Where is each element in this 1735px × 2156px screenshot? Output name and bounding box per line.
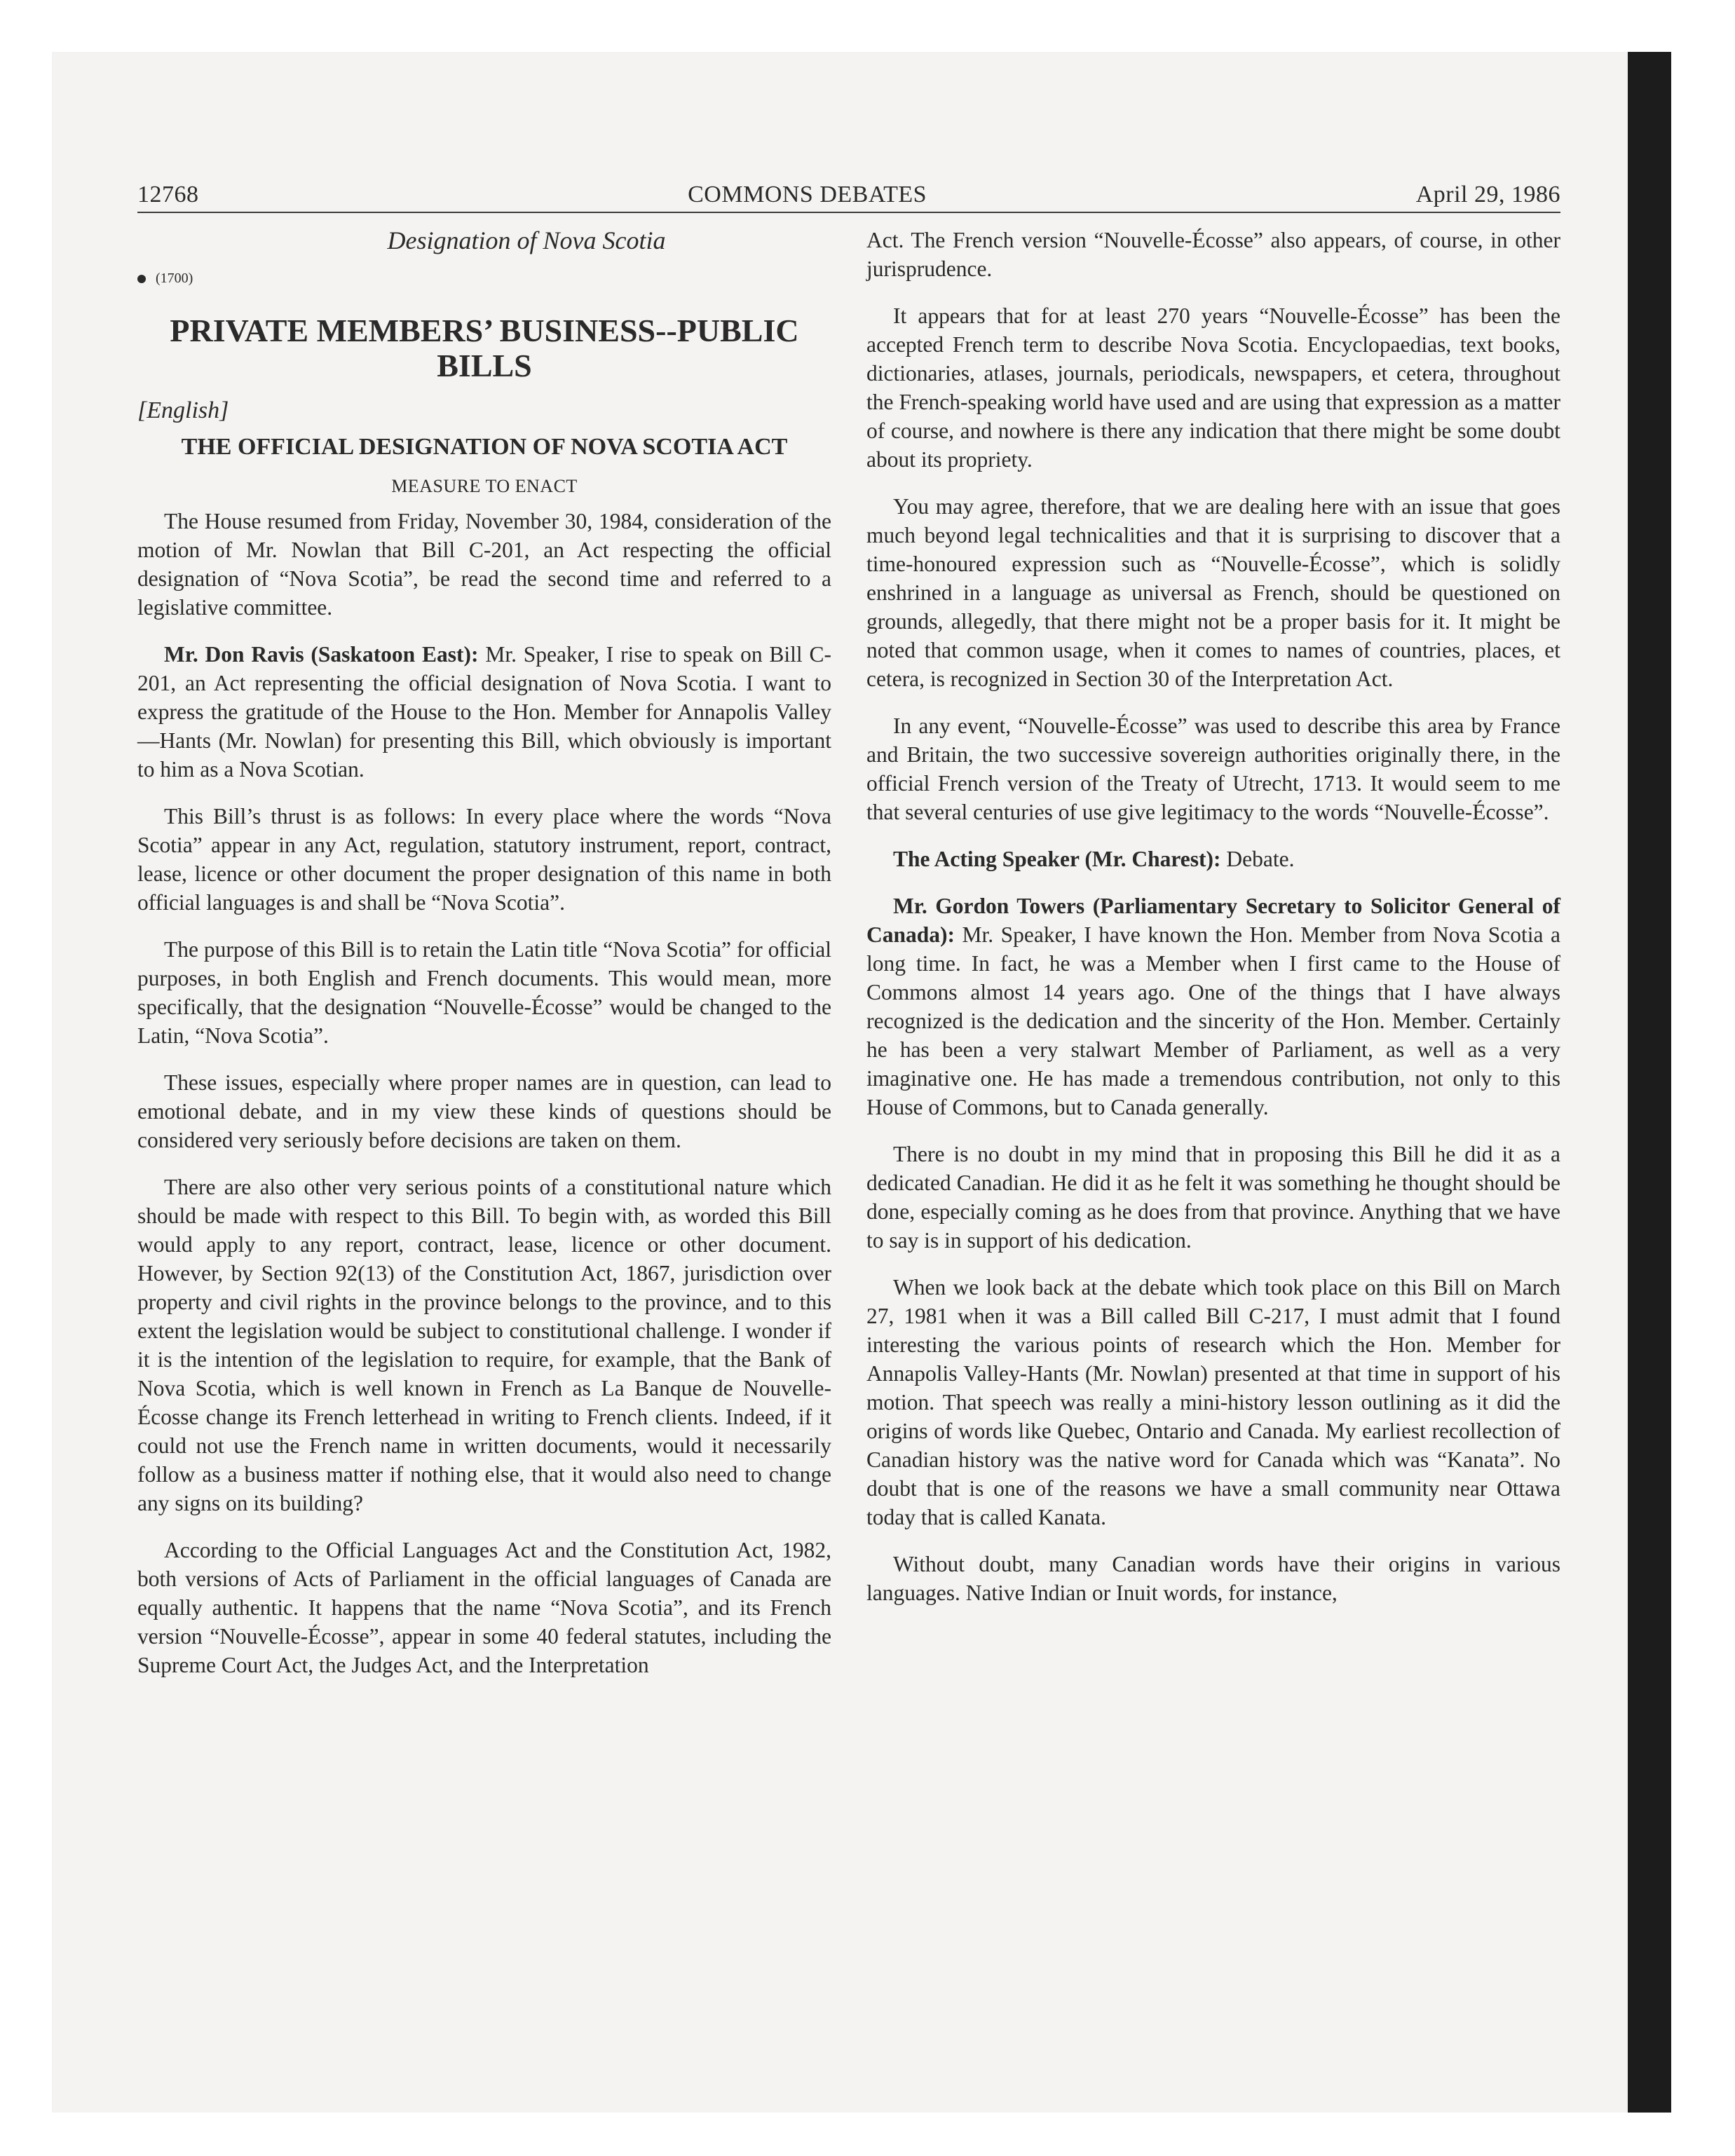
paragraph: There is no doubt in my mind that in proposing this Bill he did it as a dedicated Canadian. He did it as he felt it was something he thought should be done, especially coming as he does from that province. Anything that we have to say is in support of his dedication. [866, 1142, 1560, 1253]
main-heading: PRIVATE MEMBERS’ BUSINESS--PUBLIC BILLS [170, 313, 799, 383]
speech-text: Debate. [1220, 847, 1295, 871]
publication-title: COMMONS DEBATES [688, 182, 927, 207]
header-date: April 29, 1986 [1415, 182, 1560, 207]
running-header [137, 181, 1560, 213]
timestamp [137, 271, 831, 287]
speaker-name: The Acting Speaker (Mr. Charest): [893, 847, 1221, 871]
paragraph: The purpose of this Bill is to retain the Latin title “Nova Scotia” for official purposes, in both English and French documents. This would mean, more specifically, that the designation “Nouvelle-Écosse” would be changed to the Latin, “Nova Scotia”. [137, 937, 831, 1048]
paragraph: You may agree, therefore, that we are dealing here with an issue that goes much beyond legal technicalities and that it is surprising to discover that a time-honoured expression such as “Nouvelle-Écosse”, which is solidly enshrined in a language as universal as French, should be questioned on grounds, allegedly, that there might not be a proper basis for it. It might be noted that common usage, when it comes to names of countries, places, et cetera, is recognized in Section 30 of the Interpretation Act. [866, 494, 1560, 691]
page-number: 12768 [137, 182, 199, 207]
paragraph: According to the Official Languages Act and the Constitution Act, 1982, both versions of Acts of Parliament in the official languages of Canada are equally authentic. It happens that the name “Nova Scotia”, and its French version “Nouvelle-Écosse”, appear in some 40 federal statutes, including the Supreme Court Act, the Judges Act, and the Interpretation [137, 1538, 831, 1677]
paragraph: Act. The French version “Nouvelle-Écosse” also appears, of course, in other jurisprudence. [866, 228, 1560, 281]
paragraph: It appears that for at least 270 years “Nouvelle-Écosse” has been the accepted French term to describe Nova Scotia. Encyclopaedias, text books, dictionaries, atlases, journals, periodicals, newspapers, et cetera, throughout the French-speaking world have used and are using that expression as a matter of course, and nowhere is there any indication that there might be some doubt about its propriety. [866, 303, 1560, 472]
paragraph [866, 892, 1560, 1121]
paragraph: In any event, “Nouvelle-Écosse” was used to describe this area by France and Britain, the two successive sovereign authorities originally there, in the official French version of the Treaty of Utrecht, 1713. It would seem to me that several centuries of use give legitimacy to the words “Nouvelle-Écosse”. [866, 714, 1560, 824]
paragraph: The House resumed from Friday, November 30, 1984, consideration of the motion of Mr. Nowlan that Bill C-201, an Act respecting the official designation of “Nova Scotia”, be read the second time and referred to a legislative committee. [137, 509, 831, 620]
language-note: [English] [137, 397, 229, 423]
paragraph [137, 640, 831, 784]
scan-edge-shadow [1628, 52, 1671, 2113]
bullet-icon [137, 275, 146, 283]
two-column-body [137, 226, 1560, 1679]
measure-subheading: MEASURE TO ENACT [391, 476, 578, 496]
speech-text: Mr. Speaker, I have known the Hon. Member from Nova Scotia a long time. In fact, he was a Member when I first came to the House of Commons almost 14 years ago. One of the things that I have always recognized is the dedication and the sincerity of the Hon. Member. Certainly he has been a very stalwart Member of Parliament, as well as a very imaginative one. He has made a tremendous contribution, not only to this House of Commons, but to Canada generally. [866, 922, 1560, 1119]
document-page [137, 181, 1560, 1679]
right-column [866, 226, 1560, 1679]
timestamp-text: (1700) [156, 271, 193, 286]
paragraph: This Bill’s thrust is as follows: In every place where the words “Nova Scotia” appear in any Act, regulation, statutory instrument, report, contract, lease, licence or other document the proper designation of this name in both official languages is and shall be “Nova Scotia”. [137, 804, 831, 915]
paragraph: Without doubt, many Canadian words have their origins in various languages. Native Indian or Inuit words, for instance, [866, 1552, 1560, 1605]
speaker-name: Mr. Gordon Towers (Parliamentary Secretary to Solicitor General of Canada): [866, 894, 1560, 947]
act-title: THE OFFICIAL DESIGNATION OF NOVA SCOTIA ACT [181, 434, 788, 460]
section-title: Designation of Nova Scotia [387, 226, 666, 254]
speaker-name: Mr. Don Ravis (Saskatoon East): [164, 642, 479, 667]
paragraph: There are also other very serious points of a constitutional nature which should be made with respect to this Bill. To begin with, as worded this Bill would apply to any report, contract, lease, licence or other document. However, by Section 92(13) of the Constitution Act, 1867, jurisdiction over property and civil rights in the province belongs to the province, and to this extent the legislation would be subject to constitutional challenge. I wonder if it is the intention of the legislation to require, for example, that the Bank of Nova Scotia, which is well known in French as La Banque de Nouvelle-Écosse change its French letterhead in writing to French clients. Indeed, if it could not use the French name in written documents, would it necessarily follow as a business matter if nothing else, that it would also need to change any signs on its building? [137, 1175, 831, 1515]
paragraph: These issues, especially where proper names are in question, can lead to emotional debate, and in my view these kinds of questions should be considered very seriously before decisions are taken on them. [137, 1070, 831, 1152]
speech-text: Mr. Speaker, I rise to speak on Bill C-201, an Act representing the official designation of Nova Scotia. I want to express the gratitude of the House to the Hon. Member for Annapolis Valley—Hants (Mr. Nowlan) for presenting this Bill, which obviously is important to him as a Nova Scotian. [137, 642, 831, 782]
paragraph: When we look back at the debate which took place on this Bill on March 27, 1981 when it was a Bill called Bill C-217, I must admit that I found interesting the various points of research which the Hon. Member for Annapolis Valley-Hants (Mr. Nowlan) presented at that time in support of his motion. That speech was really a mini-history lesson outlining as it did the origins of words like Quebec, Ontario and Canada. My earliest recollection of Canadian history was the native word for Canada which was “Kanata”. No doubt that is one of the reasons we have a small community near Ottawa today that is called Kanata. [866, 1275, 1560, 1529]
paragraph [866, 845, 1560, 873]
left-column [137, 226, 831, 1679]
